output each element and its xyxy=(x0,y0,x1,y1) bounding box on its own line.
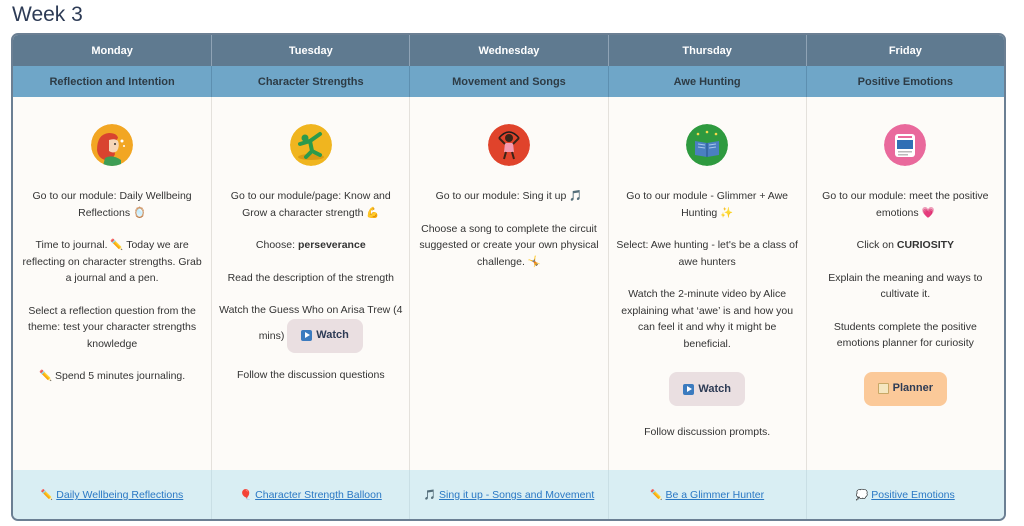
link-character-strength-balloon[interactable]: Character Strength Balloon xyxy=(255,489,382,501)
link-positive-emotions[interactable]: Positive Emotions xyxy=(871,489,955,501)
friday-text-1: Go to our module: meet the positive emotions 💗 xyxy=(822,190,989,219)
tuesday-text-2 xyxy=(218,237,403,254)
activity-row xyxy=(13,97,1004,470)
thought-bubble-icon: 💭 xyxy=(855,489,869,501)
tuesday-text-5: Follow the discussion questions xyxy=(236,368,385,381)
wednesday-text-2: Choose a song to complete the circuit suggested or create your own physical challenge. 🤸 xyxy=(419,222,599,268)
thursday-text-3: Watch the 2-minute video by Alice explaining what ‘awe’ is and how you can feel it and why it might be beneficial. xyxy=(621,288,794,350)
reflection-face-icon xyxy=(91,124,133,166)
thursday-watch-label: Watch xyxy=(698,382,731,395)
friday-text-2 xyxy=(813,237,998,254)
wednesday-text-1: Go to our module: Sing it up 🎵 xyxy=(435,190,583,202)
link-cell-friday xyxy=(806,470,1004,520)
strength-figure-icon xyxy=(290,124,332,166)
activity-cell-tuesday xyxy=(211,97,409,470)
pencil-icon: ✏️ xyxy=(650,489,663,501)
tuesday-watch-instructions: Watch the Guess Who on Arisa Trew (4 mins) xyxy=(219,304,403,342)
link-daily-wellbeing-reflections[interactable]: Daily Wellbeing Reflections xyxy=(56,489,184,501)
link-cell-wednesday xyxy=(409,470,607,520)
open-book-stars-icon xyxy=(686,124,728,166)
theme-row xyxy=(13,66,1004,97)
tuesday-text-1: Go to our module/page: Know and Grow a character strength 💪 xyxy=(230,190,391,219)
tuesday-choose-label: Choose: xyxy=(255,239,298,251)
theme-tuesday: Character Strengths xyxy=(211,66,409,97)
tuesday-text-3: Read the description of the strength xyxy=(227,271,394,284)
day-header-monday: Monday xyxy=(13,35,211,66)
friday-text-3: Explain the meaning and ways to cultivate it. xyxy=(828,271,983,300)
theme-wednesday: Movement and Songs xyxy=(409,66,607,97)
day-header-row xyxy=(13,35,1004,66)
friday-emotion-value: CURIOSITY xyxy=(896,239,955,251)
play-icon xyxy=(301,330,312,341)
music-note-icon: 🎵 xyxy=(423,489,437,501)
memo-icon xyxy=(878,383,889,394)
weekly-plan-table xyxy=(11,33,1006,521)
link-cell-tuesday xyxy=(211,470,409,520)
friday-click-label: Click on xyxy=(856,239,897,251)
tuesday-strength-value: perseverance xyxy=(297,239,366,251)
day-header-tuesday: Tuesday xyxy=(211,35,409,66)
friday-text-4: Students complete the positive emotions planner for curiosity xyxy=(833,320,977,349)
tuesday-text-4 xyxy=(218,302,403,353)
link-sing-it-up[interactable]: Sing it up - Songs and Movement xyxy=(439,489,595,501)
thursday-text-2: Select: Awe hunting - let's be a class of awe hunters xyxy=(616,239,798,268)
monday-text-2: Time to journal. ✏️ Today we are reflecting on character strengths. Grab a journal and a pen. xyxy=(22,239,202,284)
day-header-thursday: Thursday xyxy=(608,35,806,66)
monday-text-3: Select a reflection question from the theme: test your character strengths knowledge xyxy=(28,304,197,350)
thursday-watch-button[interactable] xyxy=(669,372,745,406)
friday-planner-button[interactable] xyxy=(864,372,947,406)
link-cell-thursday xyxy=(608,470,806,520)
link-cell-monday xyxy=(13,470,211,520)
day-header-wednesday: Wednesday xyxy=(409,35,607,66)
monday-text-1: Go to our module: Daily Wellbeing Reflections 🪞 xyxy=(32,190,192,219)
thursday-text-4: Follow discussion prompts. xyxy=(644,426,771,438)
links-row xyxy=(13,470,1004,520)
activity-cell-thursday xyxy=(608,97,806,470)
pencil-icon: ✏️ xyxy=(40,489,54,501)
monday-text-4: ✏️ Spend 5 minutes journaling. xyxy=(39,370,186,382)
theme-friday: Positive Emotions xyxy=(806,66,1004,97)
tuesday-watch-button[interactable] xyxy=(287,319,363,353)
theme-thursday: Awe Hunting xyxy=(608,66,806,97)
page-title: Week 3 xyxy=(12,3,83,26)
play-icon xyxy=(683,384,694,395)
activity-cell-wednesday xyxy=(409,97,607,470)
day-header-friday: Friday xyxy=(806,35,1004,66)
emotions-planner-icon xyxy=(884,124,926,166)
friday-planner-label: Planner xyxy=(892,382,934,395)
dancing-child-icon xyxy=(488,124,530,166)
activity-cell-monday xyxy=(13,97,211,470)
balloon-icon: 🎈 xyxy=(239,489,253,501)
thursday-text-1: Go to our module - Glimmer + Awe Hunting ✨ xyxy=(626,190,789,219)
tuesday-watch-label: Watch xyxy=(316,329,349,342)
activity-cell-friday xyxy=(806,97,1004,470)
theme-monday: Reflection and Intention xyxy=(13,66,211,97)
link-be-a-glimmer-hunter[interactable]: Be a Glimmer Hunter xyxy=(665,489,765,501)
